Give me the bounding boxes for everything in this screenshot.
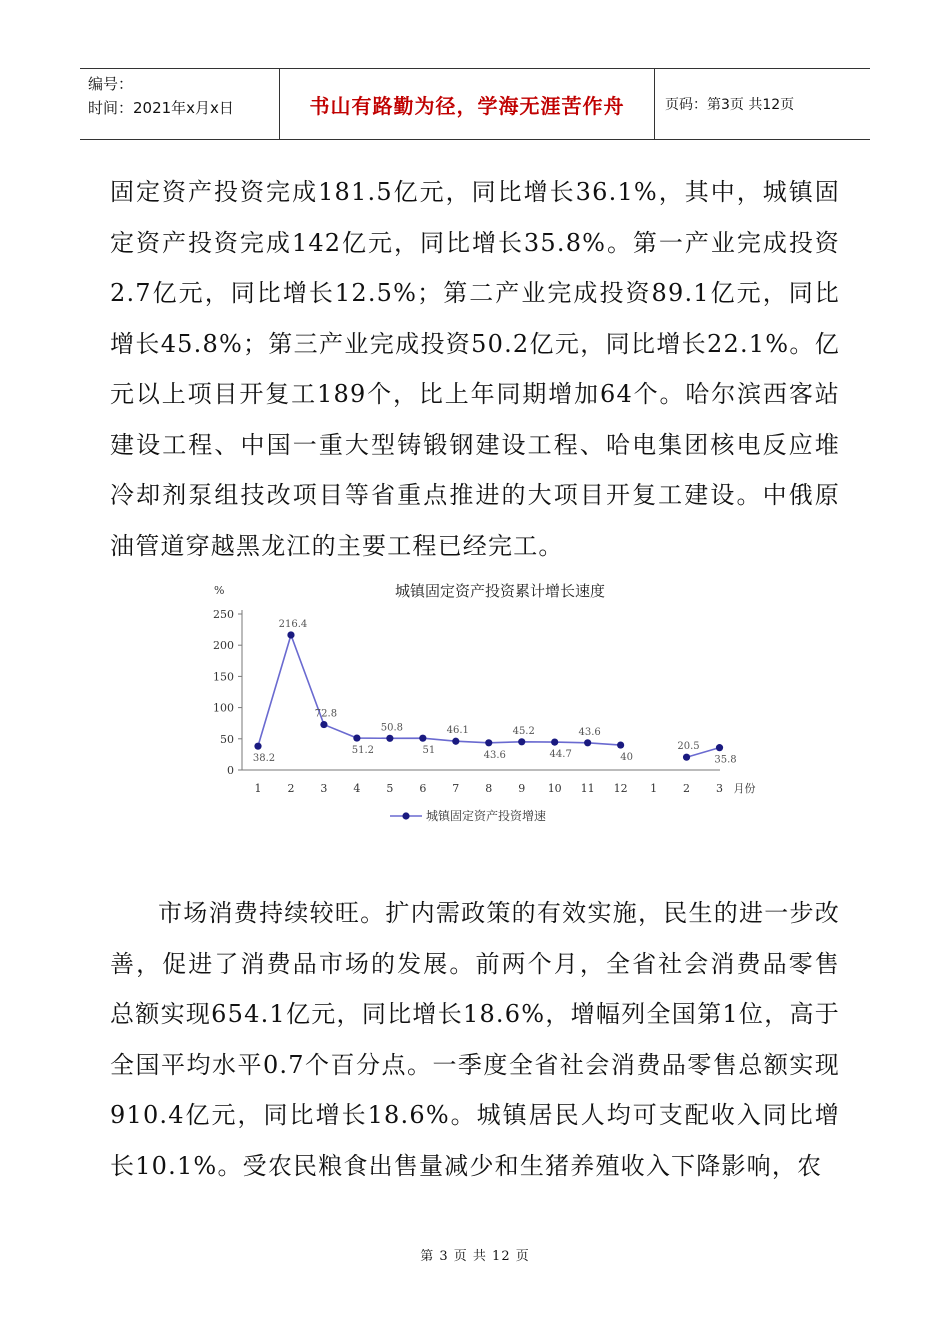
x-axis-label: 月份 — [733, 782, 756, 795]
doc-time-label: 时间：2021年x月x日 — [88, 99, 234, 117]
data-point — [353, 734, 360, 741]
data-label: 72.8 — [314, 708, 338, 720]
header-motto: 书山有路勤为径，学海无涯苦作舟 — [280, 69, 655, 139]
paragraph-consumption: 市场消费持续较旺。扩内需政策的有效实施，民生的进一步改善，促进了消费品市场的发展。前两个月，全省社会消费品零售总额实现654.1亿元，同比增长18.6%，增幅列全国第1位，高于全国平均水平0.7个百分点。一季度全省社会消费品零售总额实现910.4亿元，同比增长18.6%。城镇居民人均可支配收入同比增长10.1%。受农民粮食出售量减少和生猪养殖收入下降影响，农 — [110, 899, 840, 1180]
page-header — [80, 68, 870, 140]
x-tick-label: 6 — [419, 782, 427, 795]
x-tick-label: 1 — [254, 782, 262, 795]
y-tick-label: 200 — [213, 639, 234, 653]
y-tick-label: 50 — [220, 732, 234, 746]
header-page-code: 页码：第3页 共12页 — [665, 97, 795, 113]
data-label: 51.2 — [351, 745, 375, 757]
legend-marker — [402, 812, 409, 819]
data-point — [386, 735, 393, 742]
data-label: 35.8 — [714, 754, 737, 766]
y-tick-label: 100 — [213, 701, 234, 715]
series-line — [258, 635, 621, 746]
data-point — [320, 721, 327, 728]
data-label: 50.8 — [380, 722, 403, 734]
data-point — [716, 744, 723, 751]
header-meta — [80, 69, 280, 139]
data-label: 51 — [422, 745, 436, 757]
data-point — [584, 739, 591, 746]
x-tick-label: 10 — [547, 782, 562, 795]
x-tick-label: 11 — [580, 782, 595, 795]
y-tick-label: 0 — [227, 764, 234, 777]
data-label: 38.2 — [252, 753, 276, 765]
x-tick-label: 1 — [650, 782, 658, 795]
x-tick-label: 2 — [287, 782, 295, 795]
legend-label: 城镇固定资产投资增速 — [426, 809, 547, 823]
data-point — [287, 631, 294, 638]
x-tick-label: 12 — [613, 782, 628, 795]
y-tick-label: 250 — [213, 608, 234, 621]
growth-line-chart — [200, 572, 760, 832]
data-point — [452, 738, 459, 745]
data-label: 45.2 — [512, 725, 535, 737]
data-label: 40 — [620, 752, 633, 764]
data-label: 44.7 — [549, 749, 572, 761]
doc-number-label: 编号： — [88, 75, 134, 93]
x-tick-label: 2 — [683, 782, 691, 795]
data-point — [485, 739, 492, 746]
x-tick-label: 7 — [452, 782, 460, 795]
paragraph-investment: 固定资产投资完成181.5亿元，同比增长36.1%，其中，城镇固定资产投资完成142亿元，同比增长35.8%。第一产业完成投资2.7亿元，同比增长12.5%；第二产业完成投资89.1亿元，同比增长45.8%；第三产业完成投资50.2亿元，同比增长22.1%。亿元以上项目开复工189个，比上年同期增加64个。哈尔滨西客站建设工程、中国一重大型铸锻钢建设工程、哈电集团核电反应堆冷却剂泵组技改项目等省重点推进的大项目开复工建设。中俄原油管道穿越黑龙江的主要工程已经完工。 — [110, 178, 840, 560]
data-point — [683, 754, 690, 761]
x-tick-label: 3 — [716, 782, 724, 795]
data-label: 43.6 — [578, 726, 601, 738]
x-tick-label: 8 — [485, 782, 493, 795]
data-point — [254, 743, 261, 750]
data-point — [419, 735, 426, 742]
data-point — [617, 741, 624, 748]
page-footer: 第 3 页 共 12 页 — [420, 1249, 530, 1264]
data-point — [518, 738, 525, 745]
y-axis-unit: % — [214, 584, 225, 597]
data-label: 43.6 — [483, 749, 506, 761]
data-point — [551, 739, 558, 746]
data-label: 20.5 — [677, 741, 700, 753]
y-tick-label: 150 — [213, 670, 234, 684]
chart-canvas — [200, 572, 760, 832]
x-tick-label: 5 — [386, 782, 394, 795]
chart-title: 城镇固定资产投资累计增长速度 — [394, 582, 606, 600]
data-label: 46.1 — [446, 725, 469, 737]
data-label: 216.4 — [278, 618, 308, 630]
x-tick-label: 3 — [320, 782, 328, 795]
x-tick-label: 4 — [353, 782, 361, 795]
x-tick-label: 9 — [518, 782, 526, 795]
